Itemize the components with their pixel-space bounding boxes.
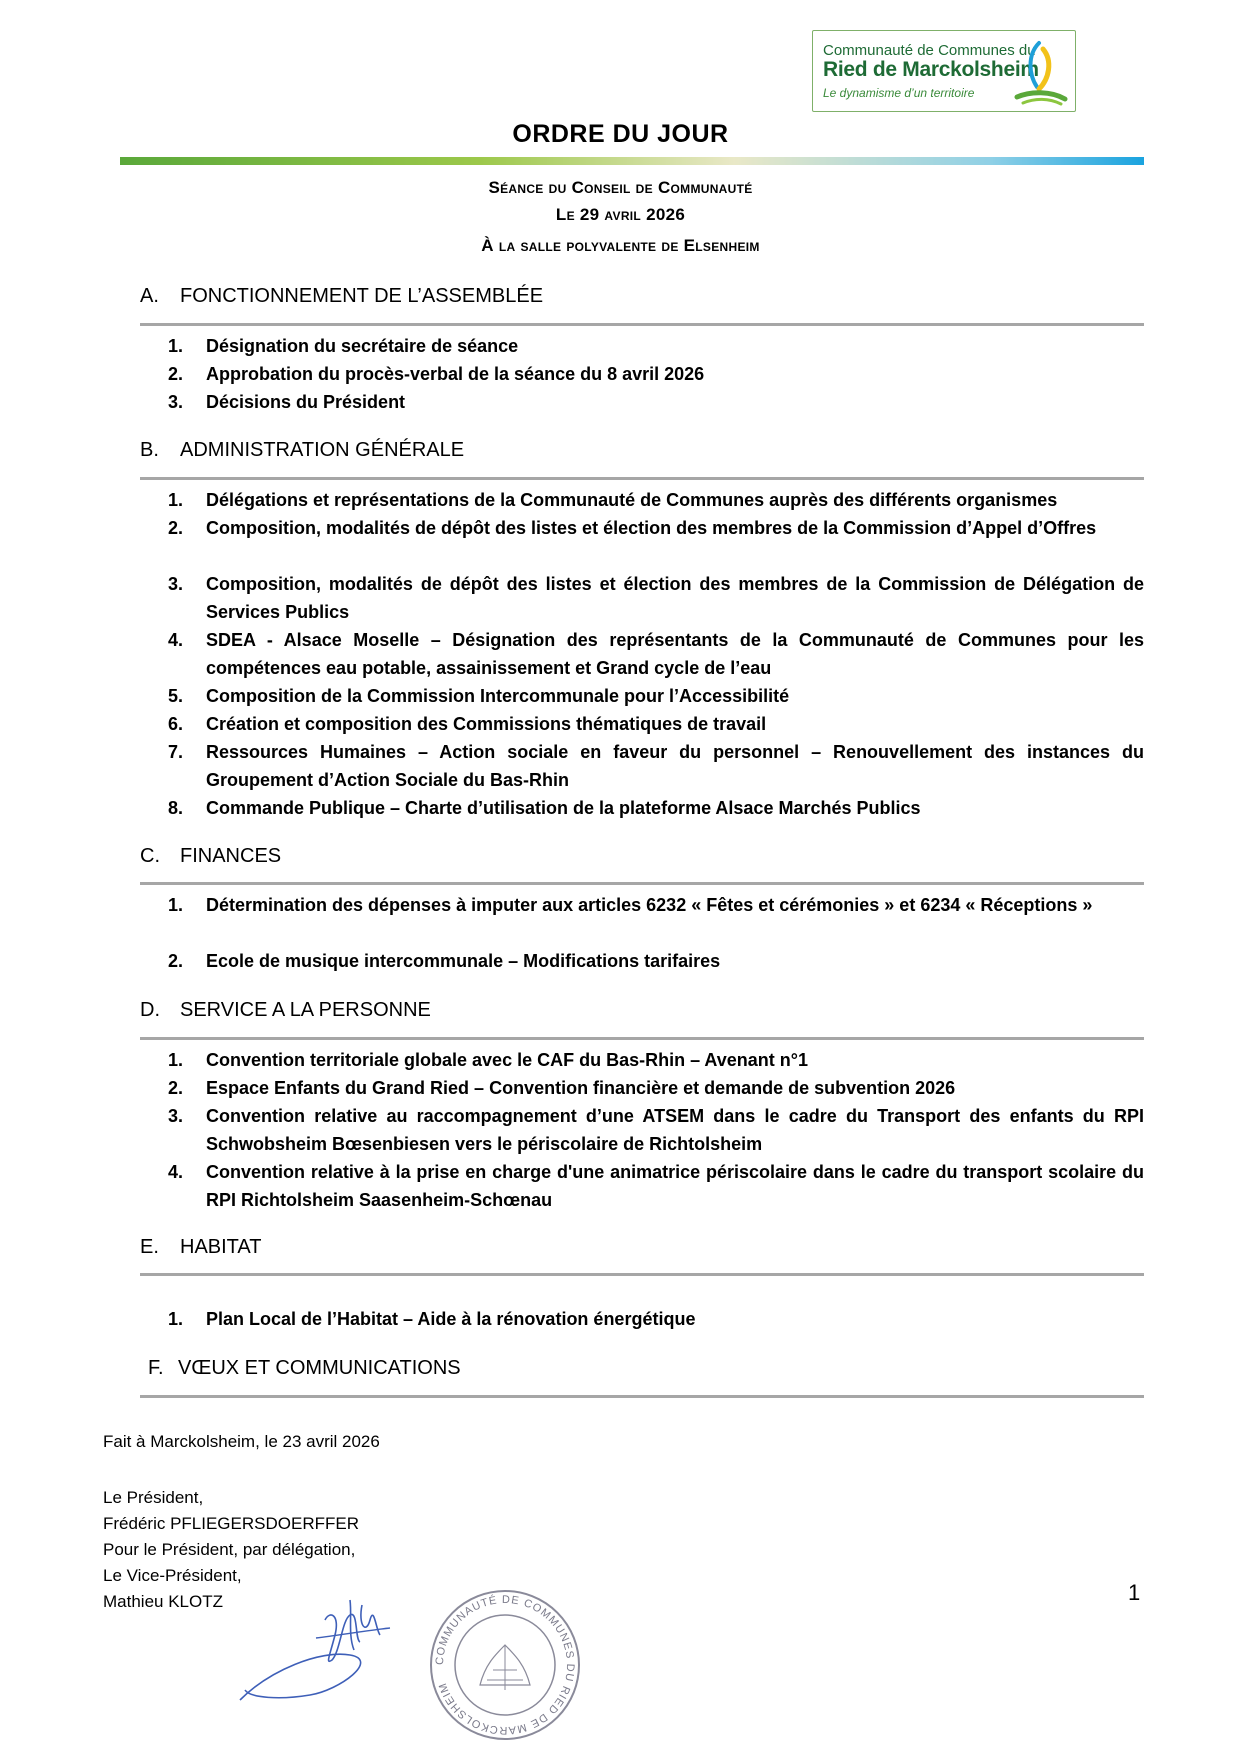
item-text: Convention relative à la prise en charge d'une animatrice périscolaire dans le cadre du transport scolaire du RPI Richtolsheim Saasenheim-Schœnau [206,1162,1144,1210]
section-letter: B. [140,439,159,461]
section-b-heading [140,439,464,462]
section-title: FONCTIONNEMENT DE L’ASSEMBLÉE [180,285,544,307]
section-divider [140,477,1144,480]
item-number: 3. [168,392,184,412]
subtitle-venue: À la salle polyvalente de Elsenheim [481,236,760,255]
item-number: 2. [168,1078,184,1098]
section-letter: A. [140,285,159,307]
item-text: Commande Publique – Charte d’utilisation de la plateforme Alsace Marchés Publics [206,798,921,818]
item-text: Ecole de musique intercommunale – Modifications tarifaires [206,951,721,971]
item-number: 3. [168,574,184,594]
item-number: 2. [168,518,184,538]
section-title: SERVICE A LA PERSONNE [180,999,431,1021]
logo-line-2: Ried de Marckolsheim [823,58,1039,81]
signatory-line: Frédéric PFLIEGERSDOERFFER [103,1514,359,1533]
item-number: 8. [168,798,184,818]
item-text: Détermination des dépenses à imputer aux articles 6232 « Fêtes et cérémonies » et 6234 « Réceptions » [206,895,1093,915]
document-title: ORDRE DU JOUR [512,120,729,148]
section-title: FINANCES [180,845,282,867]
item-number: 5. [168,686,184,706]
signatory-line: Pour le Président, par délégation, [103,1540,356,1559]
signatory-line: Le Président, [103,1488,204,1507]
item-text: Composition, modalités de dépôt des listes et élection des membres de la Commission d’Appel d’Offres [206,518,1097,538]
item-number: 2. [168,951,184,971]
item-text: Plan Local de l’Habitat – Aide à la rénovation énergétique [206,1309,696,1329]
logo-emblem-icon [1009,35,1069,107]
section-letter: E. [140,1236,159,1258]
section-c-heading [140,845,281,868]
section-d-heading [140,999,431,1022]
item-number: 1. [168,1309,184,1329]
item-number: 3. [168,1106,184,1126]
item-number: 1. [168,336,184,356]
stamp-text: COMMUNAUTÉ DE COMMUNES DU RIED DE MARCKOLSHEIM [433,1593,577,1737]
item-number: 1. [168,490,184,510]
subtitle-session: Séance du Conseil de Communauté [488,178,753,197]
subtitle-date: Le 29 avril 2026 [555,205,686,224]
section-title: ADMINISTRATION GÉNÉRALE [180,439,465,461]
section-divider [140,1273,1144,1276]
section-title: HABITAT [180,1236,262,1258]
item-number: 1. [168,895,184,915]
item-text: SDEA - Alsace Moselle – Désignation des représentants de la Communauté de Communes pour les compétences eau potable, assainissement et Grand cycle de l’eau [206,630,1144,678]
section-divider [140,1395,1144,1398]
logo-tagline: Le dynamisme d’un territoire [823,86,975,100]
item-text: Composition de la Commission Intercommunale pour l’Accessibilité [206,686,790,706]
item-text: Convention relative au raccompagnement d’une ATSEM dans le cadre du Transport des enfants du RPI Schwobsheim Bœsenbiesen vers le périscolaire de Richtolsheim [206,1106,1144,1154]
title-gradient-bar [120,157,1144,165]
official-stamp [425,1585,585,1745]
item-number: 6. [168,714,184,734]
section-divider [140,323,1144,326]
section-a-heading [140,285,543,308]
item-text: Approbation du procès-verbal de la séance du 8 avril 2026 [206,364,705,384]
section-divider [140,882,1144,885]
section-letter: D. [140,999,160,1021]
item-text: Désignation du secrétaire de séance [206,336,519,356]
item-text: Décisions du Président [206,392,406,412]
signatory-line: Mathieu KLOTZ [103,1592,223,1611]
item-text: Composition, modalités de dépôt des listes et élection des membres de la Commission de Délégation de Services Publics [206,574,1144,622]
signatory-line: Le Vice-Président, [103,1566,242,1585]
item-text: Espace Enfants du Grand Ried – Convention financière et demande de subvention 2026 [206,1078,956,1098]
item-text: Ressources Humaines – Action sociale en faveur du personnel – Renouvellement des instances du Groupement d’Action Sociale du Bas-Rhin [206,742,1144,790]
section-f-heading [148,1357,461,1380]
item-number: 4. [168,1162,184,1182]
item-text: Convention territoriale globale avec le CAF du Bas-Rhin – Avenant n°1 [206,1050,808,1070]
item-text: Délégations et représentations de la Communauté de Communes auprès des différents organismes [206,490,1058,510]
item-number: 4. [168,630,184,650]
section-title: VŒUX ET COMMUNICATIONS [178,1357,461,1379]
organization-logo [812,30,1076,112]
item-number: 7. [168,742,184,762]
section-letter: C. [140,845,160,867]
item-number: 2. [168,364,184,384]
section-divider [140,1037,1144,1040]
item-text: Création et composition des Commissions thématiques de travail [206,714,767,734]
logo-line-1: Communauté de Communes du [823,42,1036,59]
place-date: Fait à Marckolsheim, le 23 avril 2026 [103,1432,380,1451]
page-number: 1 [1128,1580,1141,1605]
section-letter: F. [148,1357,164,1379]
item-number: 1. [168,1050,184,1070]
section-e-heading [140,1236,261,1259]
